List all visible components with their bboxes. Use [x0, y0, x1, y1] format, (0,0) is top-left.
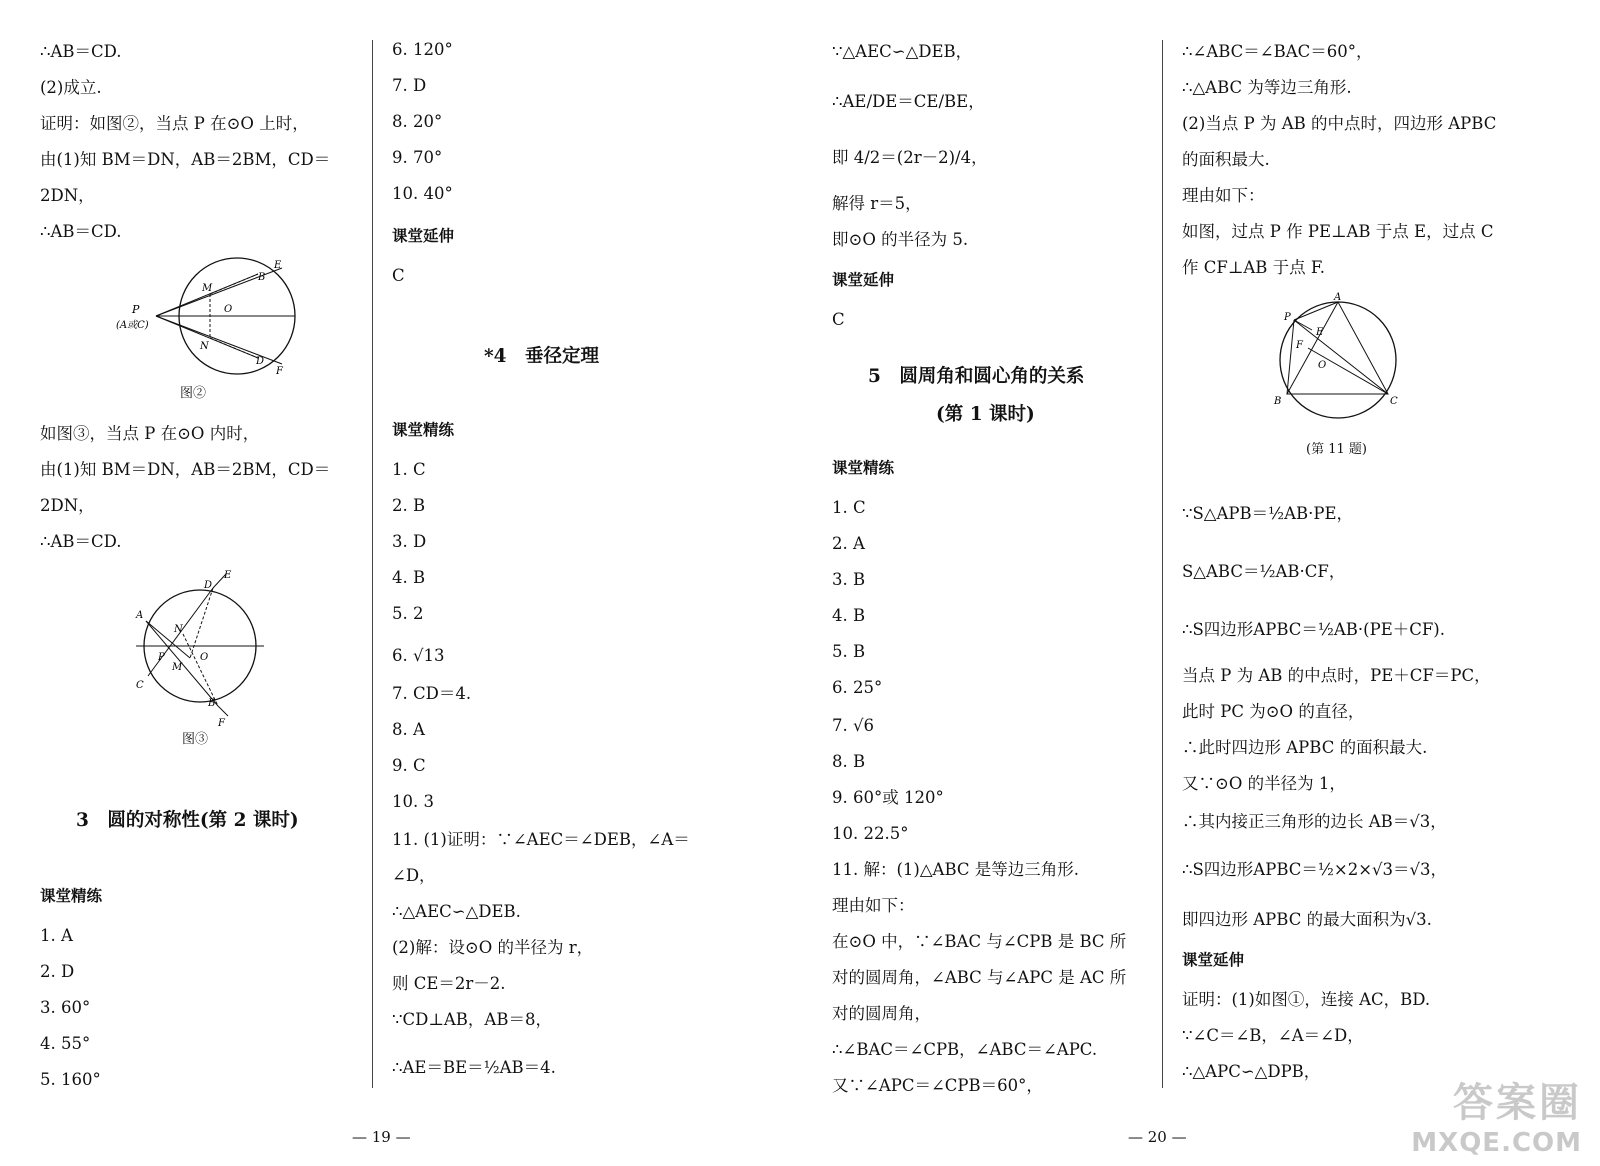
- answer-item: 9. 60°或 120°: [832, 788, 944, 807]
- watermark-text: 答案圈: [1453, 1080, 1582, 1126]
- fig3-label: A: [136, 610, 144, 621]
- text-line: ∵CD⊥AB，AB＝8，: [392, 1010, 552, 1029]
- text-line: ∴此时四边形 APBC 的面积最大.: [1182, 738, 1428, 757]
- section-heading: 课堂精练: [832, 459, 895, 477]
- text-line: ∴∠BAC＝∠CPB，∠ABC＝∠APC.: [832, 1040, 1098, 1059]
- text-line: ∴AB＝CD.: [40, 222, 122, 241]
- text-line: ∴∠ABC＝∠BAC＝60°，: [1182, 42, 1373, 61]
- section-title: 5 圆周角和圆心角的关系: [868, 366, 1085, 387]
- section-subtitle: (第 1 课时): [936, 404, 1035, 425]
- text-line: 理由如下：: [1182, 186, 1265, 205]
- section-title: 3 圆的对称性(第 2 课时): [76, 810, 299, 831]
- fig-q11-label: A: [1334, 292, 1342, 303]
- text-line: ∴AE/DE＝CE/BE，: [832, 92, 985, 111]
- text-line: 即四边形 APBC 的最大面积为√3.: [1182, 910, 1432, 929]
- text-line: 如图③，当点 P 在⊙O 内时，: [40, 424, 260, 443]
- fig2-label: O: [224, 304, 233, 315]
- answer-item: 5. 160°: [40, 1070, 101, 1089]
- fig3-label: P: [158, 652, 165, 663]
- fig-q11-label: F: [1296, 340, 1303, 351]
- answer-item: C: [832, 310, 845, 329]
- text-line: 解得 r＝5，: [832, 194, 922, 213]
- figure-caption: 图③: [182, 732, 209, 747]
- answer-item: 3. B: [832, 570, 866, 589]
- fig3-label: E: [224, 570, 232, 581]
- text-line: (2)解：设⊙O 的半径为 r，: [392, 938, 594, 957]
- text-line: ∵△AEC∽△DEB，: [832, 42, 973, 61]
- answer-item: 3. 60°: [40, 998, 91, 1017]
- text-line: ∴AB＝CD.: [40, 42, 122, 61]
- text-line: 作 CF⊥AB 于点 F.: [1182, 258, 1325, 277]
- text-line: 此时 PC 为⊙O 的直径，: [1182, 702, 1365, 721]
- fig2-label: E: [274, 260, 282, 271]
- answer-item: 5. B: [832, 642, 866, 661]
- fig2-label: (A或C): [116, 320, 149, 331]
- text-line: 即 4/2＝(2r－2)/4，: [832, 148, 988, 167]
- text-line: 即⊙O 的半径为 5.: [832, 230, 969, 249]
- text-line: ∴△APC∽△DPB，: [1182, 1062, 1321, 1081]
- answer-item: 1. C: [832, 498, 866, 517]
- fig2-label: F: [276, 366, 283, 377]
- answer-item: 4. 55°: [40, 1034, 91, 1053]
- text-line: 则 CE＝2r－2.: [392, 974, 506, 993]
- text-line: 2DN，: [40, 496, 95, 515]
- fig-q11-label: E: [1316, 327, 1324, 338]
- fig-q11-label: B: [1274, 396, 1282, 407]
- text-line: ∴其内接正三角形的边长 AB＝√3，: [1182, 812, 1447, 831]
- answer-item: 6. 25°: [832, 678, 883, 697]
- answer-item: 2. B: [392, 496, 426, 515]
- fig2-label: D: [256, 356, 265, 367]
- fig2-label: M: [202, 283, 213, 294]
- fig3-label: F: [218, 718, 225, 729]
- answer-item: 11. 解：(1)△ABC 是等边三角形.: [832, 860, 1080, 879]
- text-line: S△ABC＝½AB·CF，: [1182, 562, 1346, 581]
- column-divider: [372, 40, 373, 1088]
- answer-item: 11. (1)证明：∵∠AEC＝∠DEB，∠A＝: [392, 830, 690, 849]
- answer-item: 7. D: [392, 76, 427, 95]
- fig3-label: O: [200, 652, 209, 663]
- answer-item: 4. B: [392, 568, 426, 587]
- text-line: (2)成立.: [40, 78, 102, 97]
- page-number: — 20 —: [1128, 1128, 1187, 1146]
- fig3-label: C: [136, 680, 144, 691]
- text-line: ∵S△APB＝½AB·PE，: [1182, 504, 1354, 523]
- text-line: ∴△AEC∽△DEB.: [392, 902, 521, 921]
- fig2-label: N: [200, 341, 209, 352]
- answer-item: 8. A: [392, 720, 425, 739]
- text-line: 对的圆周角，∠ABC 与∠APC 是 AC 所: [832, 968, 1127, 987]
- text-line: ∠D，: [392, 866, 436, 885]
- text-line: 当点 P 为 AB 的中点时，PE＋CF＝PC，: [1182, 666, 1491, 685]
- fig3-label: D: [204, 580, 213, 591]
- answer-item: 9. 70°: [392, 148, 443, 167]
- text-line: 又∵⊙O 的半径为 1，: [1182, 774, 1346, 793]
- answer-item: 1. C: [392, 460, 426, 479]
- column-divider: [1162, 40, 1163, 1088]
- fig3-label: N: [174, 624, 183, 635]
- section-heading: 课堂精练: [40, 887, 103, 905]
- text-line: ∵∠C＝∠B，∠A＝∠D，: [1182, 1026, 1364, 1045]
- figure-2: [110, 252, 350, 392]
- section-heading: 课堂延伸: [832, 271, 895, 289]
- figure-q11: [1272, 290, 1412, 430]
- text-line: 证明：(1)如图①，连接 AC，BD.: [1182, 990, 1431, 1009]
- figure-3: [128, 566, 308, 736]
- text-line: (2)当点 P 为 AB 的中点时，四边形 APBC: [1182, 114, 1497, 133]
- text-line: 在⊙O 中，∵∠BAC 与∠CPB 是 BC 所: [832, 932, 1127, 951]
- text-line: 如图，过点 P 作 PE⊥AB 于点 E，过点 C: [1182, 222, 1494, 241]
- answer-item: 1. A: [40, 926, 73, 945]
- fig2-label: B: [258, 272, 266, 283]
- figure-caption: (第 11 题): [1306, 442, 1367, 457]
- text-line: 2DN，: [40, 186, 95, 205]
- answer-item: 7. CD＝4.: [392, 684, 472, 703]
- text-line: ∴△ABC 为等边三角形.: [1182, 78, 1352, 97]
- text-line: 对的圆周角，: [832, 1004, 931, 1023]
- text-line: ∴S四边形APBC＝½AB·(PE＋CF).: [1182, 620, 1445, 639]
- text-line: 又∵∠APC＝∠CPB＝60°，: [832, 1076, 1043, 1095]
- fig-q11-label: C: [1390, 396, 1398, 407]
- section-title: *4 垂径定理: [484, 346, 600, 367]
- fig3-label: M: [172, 662, 183, 673]
- answer-item: 6. 120°: [392, 40, 453, 59]
- section-heading: 课堂延伸: [392, 227, 455, 245]
- text-line: 的面积最大.: [1182, 150, 1270, 169]
- answer-item: 10. 40°: [392, 184, 453, 203]
- answer-item: 8. B: [832, 752, 866, 771]
- text-line: ∴AE＝BE＝½AB＝4.: [392, 1058, 556, 1077]
- fig3-label: B: [208, 698, 216, 709]
- answer-item: 5. 2: [392, 604, 424, 623]
- answer-item: 10. 3: [392, 792, 434, 811]
- answer-item: 10. 22.5°: [832, 824, 909, 843]
- fig-q11-label: O: [1318, 360, 1327, 371]
- answer-item: 9. C: [392, 756, 426, 775]
- text-line: 由(1)知 BM＝DN，AB＝2BM，CD＝: [40, 150, 331, 169]
- answer-item: 2. A: [832, 534, 865, 553]
- text-line: 证明：如图②，当点 P 在⊙O 上时，: [40, 114, 309, 133]
- fig2-label: P: [132, 303, 140, 316]
- text-line: 理由如下：: [832, 896, 915, 915]
- text-line: ∴AB＝CD.: [40, 532, 122, 551]
- watermark-url: MXQE.COM: [1411, 1128, 1582, 1158]
- figure-caption: 图②: [180, 386, 207, 401]
- answer-item: 8. 20°: [392, 112, 443, 131]
- answer-item: 6. √13: [392, 646, 445, 665]
- answer-item: C: [392, 266, 405, 285]
- answer-item: 7. √6: [832, 716, 874, 735]
- section-heading: 课堂精练: [392, 421, 455, 439]
- text-line: 由(1)知 BM＝DN，AB＝2BM，CD＝: [40, 460, 331, 479]
- answer-item: 2. D: [40, 962, 75, 981]
- fig-q11-label: P: [1284, 312, 1291, 323]
- text-line: ∴S四边形APBC＝½×2×√3＝√3，: [1182, 860, 1448, 879]
- section-heading: 课堂延伸: [1182, 951, 1245, 969]
- page-number: — 19 —: [352, 1128, 411, 1146]
- answer-item: 4. B: [832, 606, 866, 625]
- watermark: [1411, 1071, 1582, 1158]
- answer-item: 3. D: [392, 532, 427, 551]
